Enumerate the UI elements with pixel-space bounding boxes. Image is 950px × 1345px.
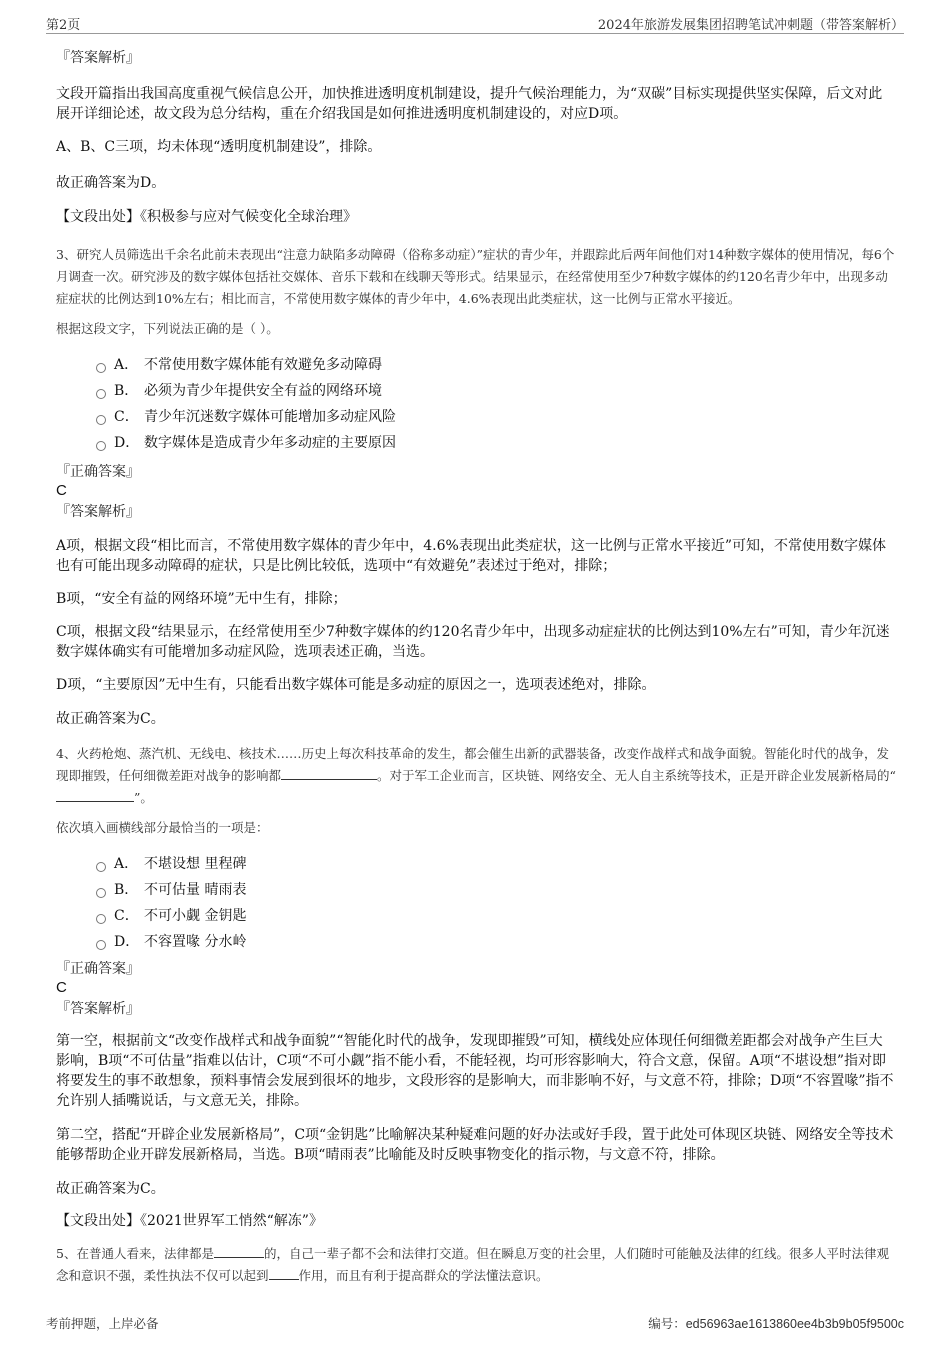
option-letter: C．	[114, 908, 139, 924]
option-b[interactable]	[96, 378, 896, 404]
option-letter: D．	[114, 934, 140, 950]
correct-answer-label: 『正确答案』	[56, 464, 140, 480]
page-header	[46, 14, 904, 34]
stem-text: 5、在普通人看来，法律都是	[56, 1246, 214, 1261]
correct-answer: C	[56, 979, 67, 996]
analysis-label: 『答案解析』	[56, 1001, 140, 1017]
footer-slogan: 考前押题，上岸必备	[46, 1316, 159, 1331]
document-code	[648, 1314, 904, 1332]
option-a[interactable]	[96, 851, 896, 877]
analysis-paragraph: A、B、C三项，均未体现“透明度机制建设”，排除。	[56, 139, 382, 155]
analysis-paragraph: D项，“主要原因”无中生有，只能看出数字媒体可能是多动症的原因之一，选项表述绝对，排除。	[56, 677, 656, 693]
conclusion: 故正确答案为C。	[56, 1181, 165, 1197]
radio-button[interactable]	[96, 441, 106, 451]
fill-blank-2	[56, 788, 134, 802]
radio-button[interactable]	[96, 363, 106, 373]
stem-text: 的，自己一辈子都不会和法律打交道。但在瞬息万变的社会里，人们随时可能触及法律的红线。很多人平时法律观念和意识不强，柔性执法不仅可以起到	[56, 1246, 889, 1283]
option-letter: B．	[114, 383, 139, 399]
option-d[interactable]	[96, 929, 896, 955]
code-label: 编号：	[648, 1316, 686, 1331]
option-a[interactable]	[96, 352, 896, 378]
passage-source: 【文段出处】《2021世界军工悄然“解冻”》	[56, 1213, 323, 1229]
correct-answer-label: 『正确答案』	[56, 961, 140, 977]
radio-button[interactable]	[96, 914, 106, 924]
radio-button[interactable]	[96, 389, 106, 399]
fill-blank-2	[269, 1266, 299, 1280]
analysis-label: 『答案解析』	[56, 50, 140, 66]
passage-source: 【文段出处】《积极参与应对气候变化全球治理》	[56, 209, 357, 225]
question-4-options	[96, 851, 896, 955]
radio-button[interactable]	[96, 862, 106, 872]
analysis-paragraph: C项，根据文段“结果显示，在经常使用至少7种数字媒体的约120名青少年中，出现多动症症状的比例达到10%左右”可知，青少年沉迷数字媒体确实有可能增加多动症风险，选项表述正确，当选。	[56, 624, 890, 660]
option-text: 数字媒体是造成青少年多动症的主要原因	[144, 435, 396, 451]
option-d[interactable]	[96, 430, 896, 456]
stem-text: 。对于军工企业而言，区块链、网络安全、无人自主系统等技术，正是开辟企业发展新格局的“	[377, 768, 896, 783]
option-text: 青少年沉迷数字媒体可能增加多动症风险	[144, 409, 396, 425]
analysis-paragraph: 第一空，根据前文“改变作战样式和战争面貌”“智能化时代的战争，发现即摧毁”可知，横线处应体现任何细微差距都会对战争产生巨大影响，B项“不可估量”指难以估计，C项“不可小觑”指不能小看，不能轻视，均可形容影响大，符合文意，保留。A项“不堪设想”指对即将要发生的事不敢想象，预料事情会发展到很坏的地步，文段形容的是影响大，而非影响不好，与文意不符，排除；D项“不容置喙”指不允许别人插嘴说话，与文意无关，排除。	[56, 1033, 894, 1109]
analysis-paragraph: B项，“安全有益的网络环境”无中生有，排除；	[56, 591, 347, 607]
analysis-label: 『答案解析』	[56, 504, 140, 520]
question-3-options	[96, 352, 896, 456]
analysis-paragraph: A项，根据文段“相比而言，不常使用数字媒体的青少年中，4.6%表现出此类症状，这一比例与正常水平接近”可知，不常使用数字媒体也有可能出现多动障碍的症状，只是比例比较低，选项中“有效避免”表述过于绝对，排除；	[56, 538, 886, 574]
code-value: ed56963ae1613860ee4b3b9b05f9500c	[685, 1317, 904, 1331]
option-text: 不堪设想 里程碑	[144, 856, 247, 872]
stem-text: 4、火药枪炮、蒸汽机、无线电、核技术……历史上每次科技革命的发生，都会催生出新的武器装备，改变作战样式和战争面貌。智能化时代的战争，发现即摧毁，任何细微差距对战争的影响都	[56, 746, 889, 783]
question-4-prompt: 依次填入画横线部分最恰当的一项是：	[56, 820, 269, 835]
analysis-paragraph: 第二空，搭配“开辟企业发展新格局”，C项“金钥匙”比喻解决某种疑难问题的好办法或好手段，置于此处可体现区块链、网络安全等技术能够帮助企业开辟发展新格局，当选。B项“晴雨表”比喻能及时反映事物变化的指示物，与文意不符，排除。	[56, 1127, 894, 1163]
stem-text: 作用，而且有利于提高群众的学法懂法意识。	[298, 1268, 549, 1283]
option-letter: A．	[114, 856, 139, 872]
option-letter: A．	[114, 357, 139, 373]
option-c[interactable]	[96, 404, 896, 430]
option-text: 不可小觑 金钥匙	[144, 908, 247, 924]
correct-answer: C	[56, 482, 67, 499]
option-text: 必须为青少年提供安全有益的网络环境	[144, 383, 382, 399]
option-c[interactable]	[96, 903, 896, 929]
radio-button[interactable]	[96, 888, 106, 898]
analysis-paragraph: 文段开篇指出我国高度重视气候信息公开，加快推进透明度机制建设，提升气候治理能力，为“双碳”目标实现提供坚实保障，后文对此展开详细论述，故文段为总分结构，重在介绍我国是如何推进透明度机制建设的，对应D项。	[56, 86, 883, 122]
stem-text: ”。	[134, 790, 153, 805]
option-letter: C．	[114, 409, 139, 425]
document-title: 2024年旅游发展集团招聘笔试冲刺题（带答案解析）	[597, 18, 904, 33]
question-4-stem	[56, 743, 896, 809]
question-5-stem	[56, 1243, 896, 1287]
page-number: 第2页	[46, 18, 81, 33]
option-text: 不容置喙 分水岭	[144, 934, 247, 950]
option-letter: D．	[114, 435, 140, 451]
question-3-prompt: 根据这段文字，下列说法正确的是（ ）。	[56, 321, 279, 336]
page-content	[56, 44, 896, 1287]
option-letter: B．	[114, 882, 139, 898]
fill-blank-1	[214, 1244, 264, 1258]
option-text: 不常使用数字媒体能有效避免多动障碍	[144, 357, 382, 373]
fill-blank-1	[281, 766, 377, 780]
conclusion: 故正确答案为D。	[56, 175, 166, 191]
radio-button[interactable]	[96, 940, 106, 950]
conclusion: 故正确答案为C。	[56, 711, 165, 727]
radio-button[interactable]	[96, 415, 106, 425]
question-3-stem: 3、研究人员筛选出千余名此前未表现出“注意力缺陷多动障碍（俗称多动症）”症状的青少年，并跟踪此后两年间他们对14种数字媒体的使用情况，每6个月调查一次。研究涉及的数字媒体包括社交媒体、音乐下载和在线聊天等形式。结果显示，在经常使用至少7种数字媒体的约120名青少年中，出现多动症症状的比例达到10%左右；相比而言，不常使用数字媒体的青少年中，4.6%表现出此类症状，这一比例与正常水平接近。	[56, 247, 895, 306]
option-b[interactable]	[96, 877, 896, 903]
option-text: 不可估量 晴雨表	[144, 882, 247, 898]
